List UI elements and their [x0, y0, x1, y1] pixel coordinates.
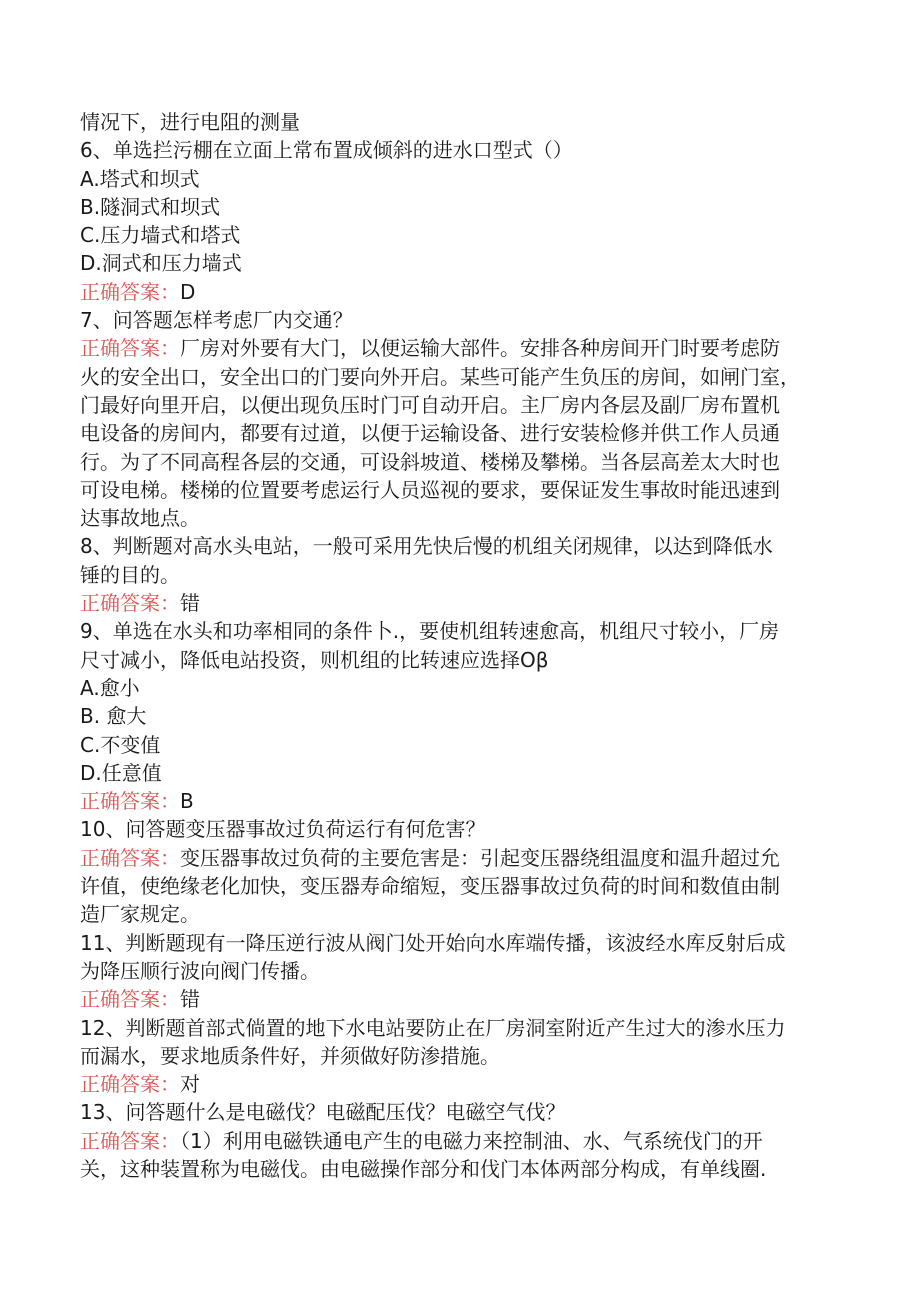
answer-label: 正确答案：	[80, 279, 180, 304]
question-11-title: 11、判断题现有一降压逆行波从阀门处开始向水库端传播，该波经水库反射后成	[80, 930, 786, 955]
question-9-option-d: D.任意值	[80, 760, 162, 785]
answer-text: 厂房对外要有大门，以便运输大部件。安排各种房间开门时要考虑防	[180, 336, 780, 361]
answer-label: 正确答案：	[80, 1128, 180, 1153]
question-11-answer	[80, 985, 840, 1013]
answer-value: D	[180, 279, 196, 304]
question-6-answer	[80, 278, 840, 306]
question-9-answer	[80, 787, 840, 815]
answer-text-line: 火的安全出口，安全出口的门要向外开启。某些可能产生负压的房间，如闸门室，	[80, 364, 800, 389]
question-13-title: 13、问答题什么是电磁伐？电磁配压伐？电磁空气伐？	[80, 1100, 566, 1125]
question-10-answer	[80, 844, 840, 929]
question-9-option-a: A.愈小	[80, 675, 140, 700]
question-6-option-c: C.压力墙式和塔式	[80, 223, 241, 248]
answer-label: 正确答案：	[80, 1072, 180, 1097]
question-13-answer	[80, 1127, 840, 1184]
answer-value: 错	[180, 987, 200, 1012]
question-8-answer	[80, 589, 840, 617]
answer-text-line: 门最好向里开启，以便出现负压时门可自动开启。主厂房内各层及副厂房布置机	[80, 392, 780, 417]
question-10-title: 10、问答题变压器事故过负荷运行有何危害？	[80, 817, 486, 842]
answer-text-line: 电设备的房间内，都要有过道，以便于运输设备、进行安装检修并供工作人员通	[80, 421, 780, 446]
question-6-option-b: B.隧洞式和坝式	[80, 194, 221, 219]
answer-label: 正确答案：	[80, 987, 180, 1012]
question-9-option-b: B. 愈大	[80, 704, 147, 729]
answer-value: 对	[180, 1072, 200, 1097]
question-9-title-cont: 尺寸减小，降低电站投资，则机组的比转速应选择Oβ	[80, 647, 549, 672]
question-11-title-cont: 为降压顺行波向阀门传播。	[80, 958, 320, 983]
question-7-title: 7、问答题怎样考虑厂内交通？	[80, 308, 353, 333]
question-6-title: 6、单选拦污棚在立面上常布置成倾斜的进水口型式（）	[80, 138, 573, 163]
answer-text-line: 可设电梯。楼梯的位置要考虑运行人员巡视的要求，要保证发生事故时能迅速到	[80, 477, 780, 502]
question-7-answer	[80, 334, 840, 532]
answer-text-line: 许值，使绝缘老化加快，变压器寿命缩短，变压器事故过负荷的时间和数值由制	[80, 874, 780, 899]
question-5-tail: 情况下，进行电阻的测量	[80, 110, 300, 134]
question-12-answer	[80, 1070, 840, 1098]
answer-label: 正确答案：	[80, 336, 180, 361]
question-9-option-c: C.不变值	[80, 732, 161, 757]
question-6-option-a: A.塔式和坝式	[80, 166, 200, 191]
answer-value: B	[180, 789, 194, 814]
question-8-title: 8、判断题对高水头电站，一般可采用先快后慢的机组关闭规律，以达到降低水	[80, 534, 773, 559]
answer-text: 变压器事故过负荷的主要危害是：引起变压器绕组温度和温升超过允	[180, 845, 780, 870]
question-12-title-cont: 而漏水，要求地质条件好，并须做好防渗措施。	[80, 1043, 500, 1068]
answer-text-line: 行。为了不同高程各层的交通，可设斜坡道、楼梯及攀梯。当各层高差太大时也	[80, 449, 780, 474]
question-8-title-cont: 锤的目的。	[80, 562, 180, 587]
question-12-title: 12、判断题首部式倘置的地下水电站要防止在厂房洞室附近产生过大的渗水压力	[80, 1015, 786, 1040]
answer-text-line: 关，这种装置称为电磁伐。由电磁操作部分和伐门本体两部分构成，有单线圈.	[80, 1156, 767, 1181]
answer-label: 正确答案：	[80, 845, 180, 870]
question-6-option-d: D.洞式和压力墙式	[80, 251, 242, 276]
document-page	[80, 108, 840, 1183]
answer-text-line: 造厂家规定。	[80, 902, 200, 927]
answer-value: 错	[180, 591, 200, 616]
answer-label: 正确答案：	[80, 591, 180, 616]
answer-text-line: 达事故地点。	[80, 506, 200, 531]
question-9-title: 9、单选在水头和功率相同的条件卜.，要使机组转速愈高，机组尺寸较小，厂房	[80, 619, 780, 644]
answer-label: 正确答案：	[80, 789, 180, 814]
answer-text: （1）利用电磁铁通电产生的电磁力来控制油、水、气系统伐门的开	[180, 1128, 763, 1153]
